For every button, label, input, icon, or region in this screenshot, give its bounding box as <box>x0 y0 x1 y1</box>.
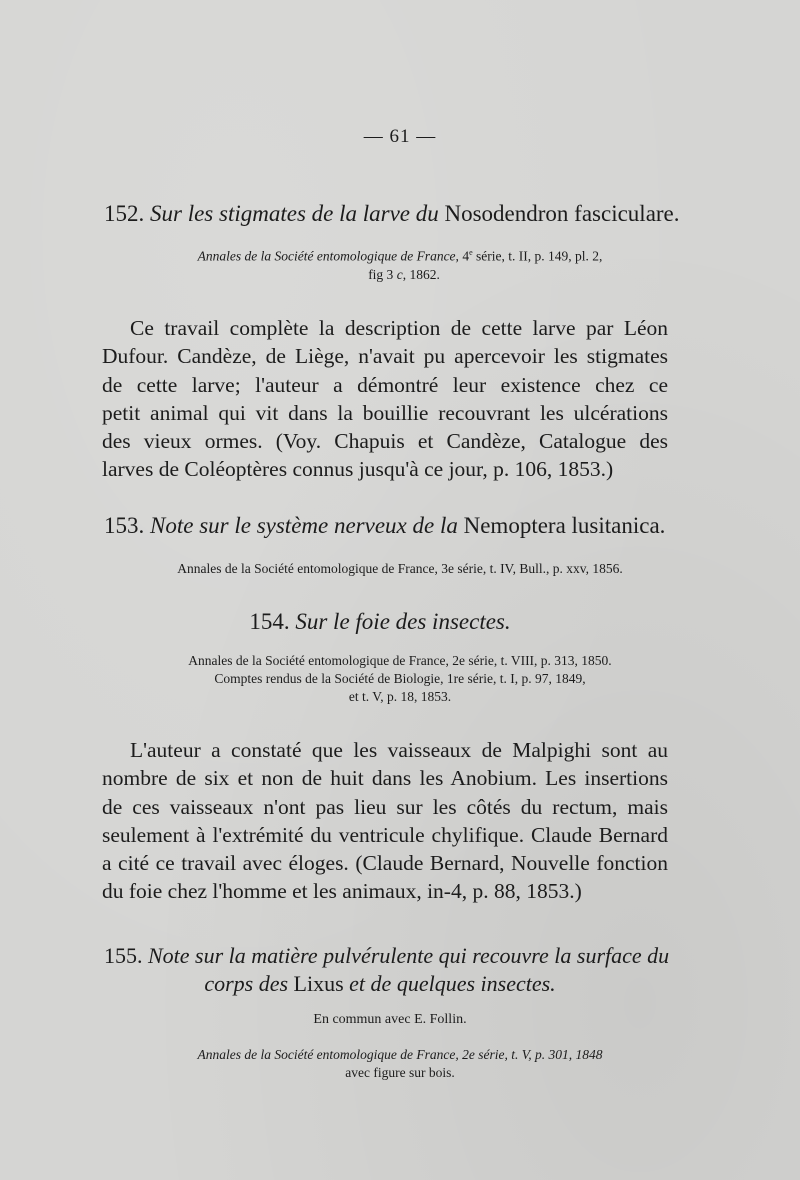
body-line: seulement à l'extrémité du ventricule chylifique. Claude Bernard <box>102 822 668 847</box>
reference-line: Annales de la Société entomologique de France, 4e série, t. II, p. 149, pl. 2, <box>197 248 603 264</box>
reference-line: Annales de la Société entomologique de France, 2e série, t. V, p. 301, 1848 <box>197 1047 603 1062</box>
entry-title-italic: et de quelques insectes. <box>349 971 556 996</box>
body-line: L'auteur a constaté que les vaisseaux de Malpighi sont au <box>130 738 668 762</box>
reference-line: Annales de la Société entomologique de France, 2e série, t. VIII, p. 313, 1850. <box>188 653 612 668</box>
body-line: de ces vaisseaux n'ont pas lieu sur les côtés du rectum, mais <box>102 794 668 819</box>
reference-line: Comptes rendus de la Société de Biologie, 1re série, t. I, p. 97, 1849, <box>214 671 586 686</box>
body-line: petit animal qui vit dans la bouillie recouvrant les ulcérations <box>102 400 668 425</box>
entry-155-reference <box>80 1046 720 1082</box>
body-line: du foie chez l'homme et les animaux, in-4, p. 88, 1853.) <box>102 879 582 904</box>
entry-number: 152. <box>104 201 145 226</box>
entry-number: 154. <box>249 609 290 634</box>
body-line: Dufour. Candèze, de Liège, n'avait pu apercevoir les stigmates <box>102 344 668 369</box>
page-number: — 61 — <box>363 126 437 147</box>
body-line: de cette larve; l'auteur a démontré leur existence chez ce <box>102 372 668 397</box>
entry-153-heading <box>104 512 665 540</box>
entry-number: 155. <box>104 943 143 968</box>
reference-line: fig 3 c, 1862. <box>368 266 440 282</box>
reference-line: avec figure sur bois. <box>345 1065 455 1080</box>
entry-title-italic: corps des <box>204 971 289 996</box>
entry-152-reference <box>100 244 700 284</box>
entry-title-taxon: Nosodendron fasciculare. <box>444 201 680 226</box>
entry-title-taxon: Nemoptera lusitanica. <box>463 513 666 538</box>
body-line: larves de Coléoptères connus jusqu'à ce jour, p. 106, 1853.) <box>102 457 614 482</box>
body-line: nombre de six et non de huit dans les Anobium. Les insertions <box>102 766 668 791</box>
entry-155-heading <box>104 942 669 970</box>
entry-title-italic: Sur les stigmates de la larve du <box>150 201 439 226</box>
body-line: Ce travail complète la description de cette larve par Léon <box>130 316 668 340</box>
entry-title-italic: Note sur la matière pulvérulente qui recouvre la surface du <box>148 943 670 968</box>
entry-153-reference <box>100 560 700 578</box>
body-line: a cité ce travail avec éloges. (Claude Bernard, Nouvelle fonction <box>102 851 668 876</box>
entry-155-coauthor: En commun avec E. Follin. <box>313 1012 467 1027</box>
entry-152-heading <box>104 200 680 228</box>
entry-title-taxon: Lixus <box>293 971 344 996</box>
entry-155-heading-line2 <box>0 970 760 998</box>
entry-154-reference <box>80 652 720 706</box>
entry-number: 153. <box>104 513 145 538</box>
entry-152-body <box>102 314 668 484</box>
entry-154-heading <box>0 608 760 636</box>
reference-line: et t. V, p. 18, 1853. <box>348 689 452 704</box>
entry-154-body <box>102 736 668 906</box>
reference-line: Annales de la Société entomologique de France, 3e série, t. IV, Bull., p. xxv, 1856. <box>177 561 623 576</box>
entry-title-italic: Sur le foie des insectes. <box>295 609 511 634</box>
entry-title-italic: Note sur le système nerveux de la <box>150 513 458 538</box>
body-line: des vieux ormes. (Voy. Chapuis et Candèze, Catalogue des <box>102 429 668 454</box>
